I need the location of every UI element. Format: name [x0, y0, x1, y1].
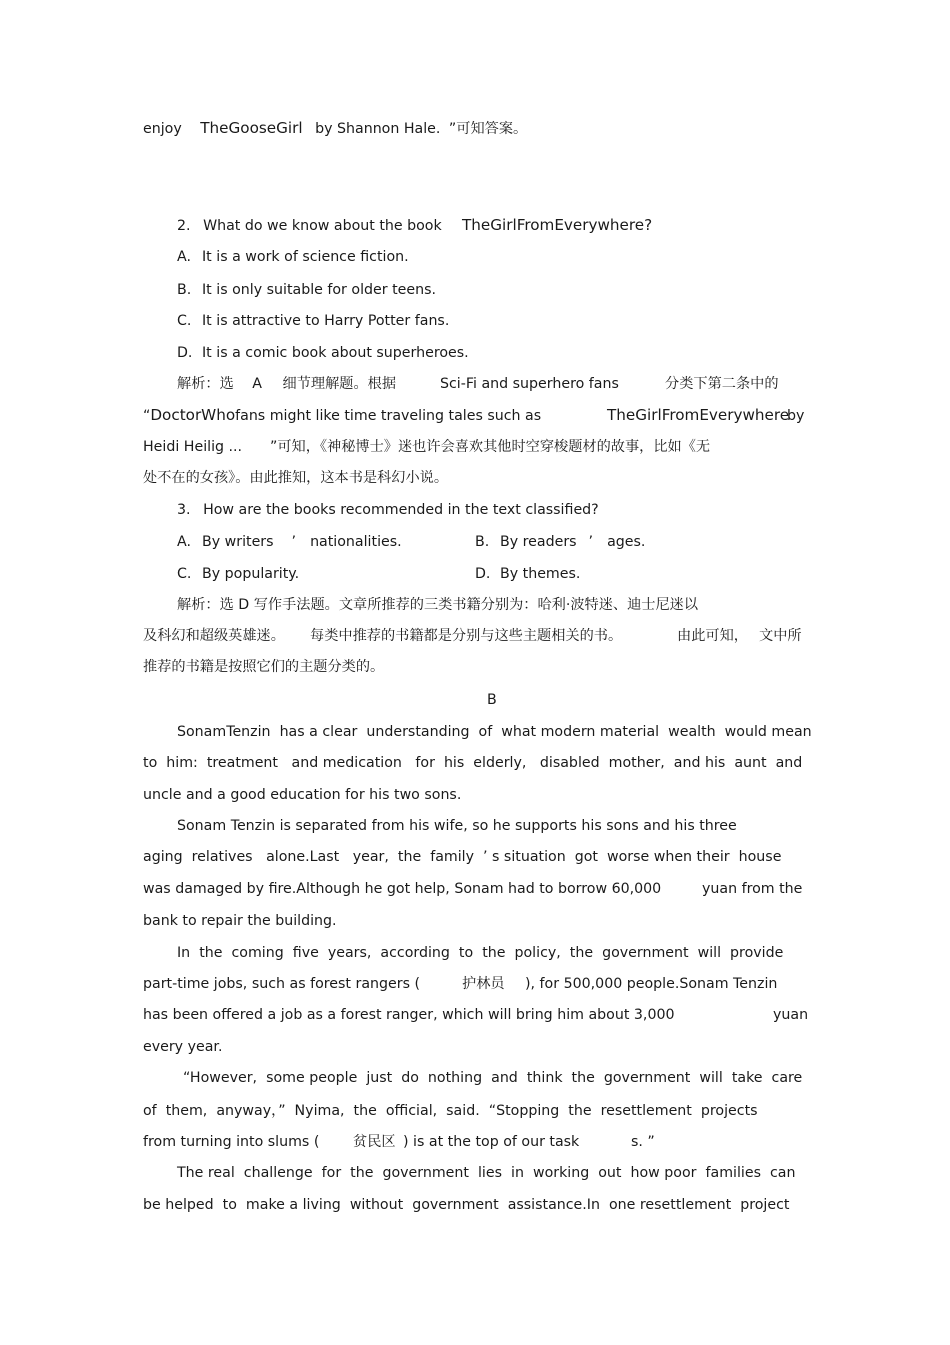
option-tail: ages. — [607, 534, 646, 550]
p2-line3b: yuan from the — [702, 881, 803, 897]
p1-line3: uncle and a good education for his two sons. — [143, 787, 462, 803]
q3-option-c — [177, 565, 299, 583]
option-text: It is attractive to Harry Potter fans. — [202, 313, 450, 329]
q3-analysis-line2b: 每类中推荐的书籍都是分别与这些主题相关的书。 — [310, 628, 623, 644]
p3-line3a: has been offered a job as a forest ranger, which will bring him about 3,000 — [143, 1007, 675, 1023]
option-text: By themes. — [500, 566, 581, 582]
p1-line1: SonamTenzin has a clear understanding of what modern material wealth would mean — [177, 724, 812, 740]
q3-stem — [177, 501, 599, 519]
option-text: It is only suitable for older teens. — [202, 282, 437, 298]
option-letter: C. — [177, 566, 192, 582]
option-letter: C. — [177, 313, 192, 329]
p5-line1: The real challenge for the government lies in working out how poor families can — [177, 1165, 796, 1181]
p3-line2a: part-time jobs, such as forest rangers ( — [143, 976, 421, 992]
q2-number: 2. — [177, 218, 191, 234]
q2-analysis-cn1: ”可知，《神秘博士》迷也许会喜欢其他时空穿梭题材的故事，比如《无 — [270, 439, 711, 455]
q3-analysis-line1: 解析：选 D 写作手法题。文章所推荐的三类书籍分别为：哈利·波特迷、迪士尼迷以 — [177, 597, 699, 613]
analysis-label: 解析：选 — [177, 376, 234, 392]
p4-line3b: ) is at the top of our task — [403, 1134, 580, 1150]
intro-tail: ”可知答案。 — [448, 121, 528, 137]
option-letter: D. — [177, 345, 193, 361]
option-letter: A. — [177, 249, 191, 265]
p4-line1: “However, some people just do nothing and think the government will take care — [183, 1070, 803, 1086]
option-letter: B. — [177, 282, 192, 298]
option-text: By readers — [500, 534, 577, 550]
q2-option-d — [177, 344, 469, 362]
analysis-answer: A — [252, 376, 262, 392]
p5-line2: be helped to make a living without government assistance.In one resettlement project — [143, 1197, 790, 1213]
option-letter: B. — [475, 534, 490, 550]
q3-option-a — [177, 533, 402, 551]
intro-line — [143, 119, 527, 138]
q2-option-c — [177, 312, 449, 330]
q3-option-b — [475, 533, 645, 551]
q3-stem-text: How are the books recommended in the text classified? — [203, 502, 599, 518]
q2-option-b — [177, 281, 436, 299]
q2-option-a — [177, 248, 409, 266]
option-text: By popularity. — [202, 566, 300, 582]
q2-analysis-by: by — [787, 408, 805, 424]
p4-line3c: s. ” — [631, 1134, 655, 1150]
p3-line1: In the coming five years, according to the policy, the government will provide — [177, 945, 784, 961]
p4-line2: of them, anyway，” Nyima, the official, said. “Stopping the resettlement projects — [143, 1103, 758, 1119]
q2-stem-text: What do we know about the book — [203, 218, 442, 234]
q2-book-title: TheGirlFromEverywhere? — [462, 216, 653, 234]
q3-analysis-line2a: 及科幻和超级英雄迷。 — [143, 628, 285, 644]
intro-enjoy: enjoy — [143, 121, 182, 137]
p3-line2-cn: 护林员 — [462, 976, 505, 992]
analysis-type: 细节理解题。根据 — [282, 376, 397, 392]
q3-analysis-line2d: 文中所 — [759, 628, 802, 644]
q2-analysis-position: 分类下第二条中的 — [665, 376, 779, 392]
p2-line3a: was damaged by fire.Although he got help, Sonam had to borrow 60,000 — [143, 881, 662, 897]
p3-line2b: ), for 500,000 people.Sonam Tenzin — [525, 976, 778, 992]
q2-analysis-line2 — [143, 406, 541, 425]
show-title: DoctorWho — [150, 406, 236, 424]
q2-analysis-book: TheGirlFromEverywhere — [607, 406, 790, 424]
p2-line4: bank to repair the building. — [143, 913, 337, 929]
q3-analysis-line2c: 由此可知， — [677, 628, 748, 644]
option-tail: nationalities. — [310, 534, 402, 550]
q2-stem — [177, 217, 442, 235]
p2-line2: aging relatives alone.Last year, the family ’ s situation got worse when their house — [143, 849, 782, 865]
p1-line2: to him: treatment and medication for his elderly, disabled mother, and his aunt and — [143, 755, 803, 771]
option-text: By writers — [202, 534, 274, 550]
q3-analysis-line3: 推荐的书籍是按照它们的主题分类的。 — [143, 659, 385, 675]
fans-text: fans might like time traveling tales such as — [235, 408, 542, 424]
intro-author: by Shannon Hale. — [315, 121, 441, 137]
q3-number: 3. — [177, 502, 191, 518]
q2-analysis-cn2: 处不在的女孩》。由此推知，这本书是科幻小说。 — [143, 470, 449, 486]
apostrophe: ’ — [588, 534, 594, 550]
option-text: It is a work of science fiction. — [202, 249, 409, 265]
p2-line1: Sonam Tenzin is separated from his wife, so he supports his sons and his three — [177, 818, 737, 834]
option-letter: D. — [475, 566, 491, 582]
p3-line4: every year. — [143, 1039, 223, 1055]
apostrophe: ’ — [291, 534, 297, 550]
q2-analysis-author: Heidi Heilig ... — [143, 439, 243, 455]
p3-line3b: yuan — [773, 1007, 809, 1023]
p4-line3a: from turning into slums ( — [143, 1134, 320, 1150]
q2-analysis-line1 — [177, 375, 396, 393]
option-text: It is a comic book about superheroes. — [202, 345, 469, 361]
section-heading: B — [487, 692, 497, 708]
q2-analysis-category: Sci-Fi and superhero fans — [440, 376, 619, 392]
q3-option-d — [475, 565, 580, 583]
intro-book-title: TheGooseGirl — [200, 119, 303, 137]
quote-open: “ — [143, 408, 151, 424]
option-letter: A. — [177, 534, 191, 550]
p4-line3-cn: 贫民区 — [353, 1134, 396, 1150]
